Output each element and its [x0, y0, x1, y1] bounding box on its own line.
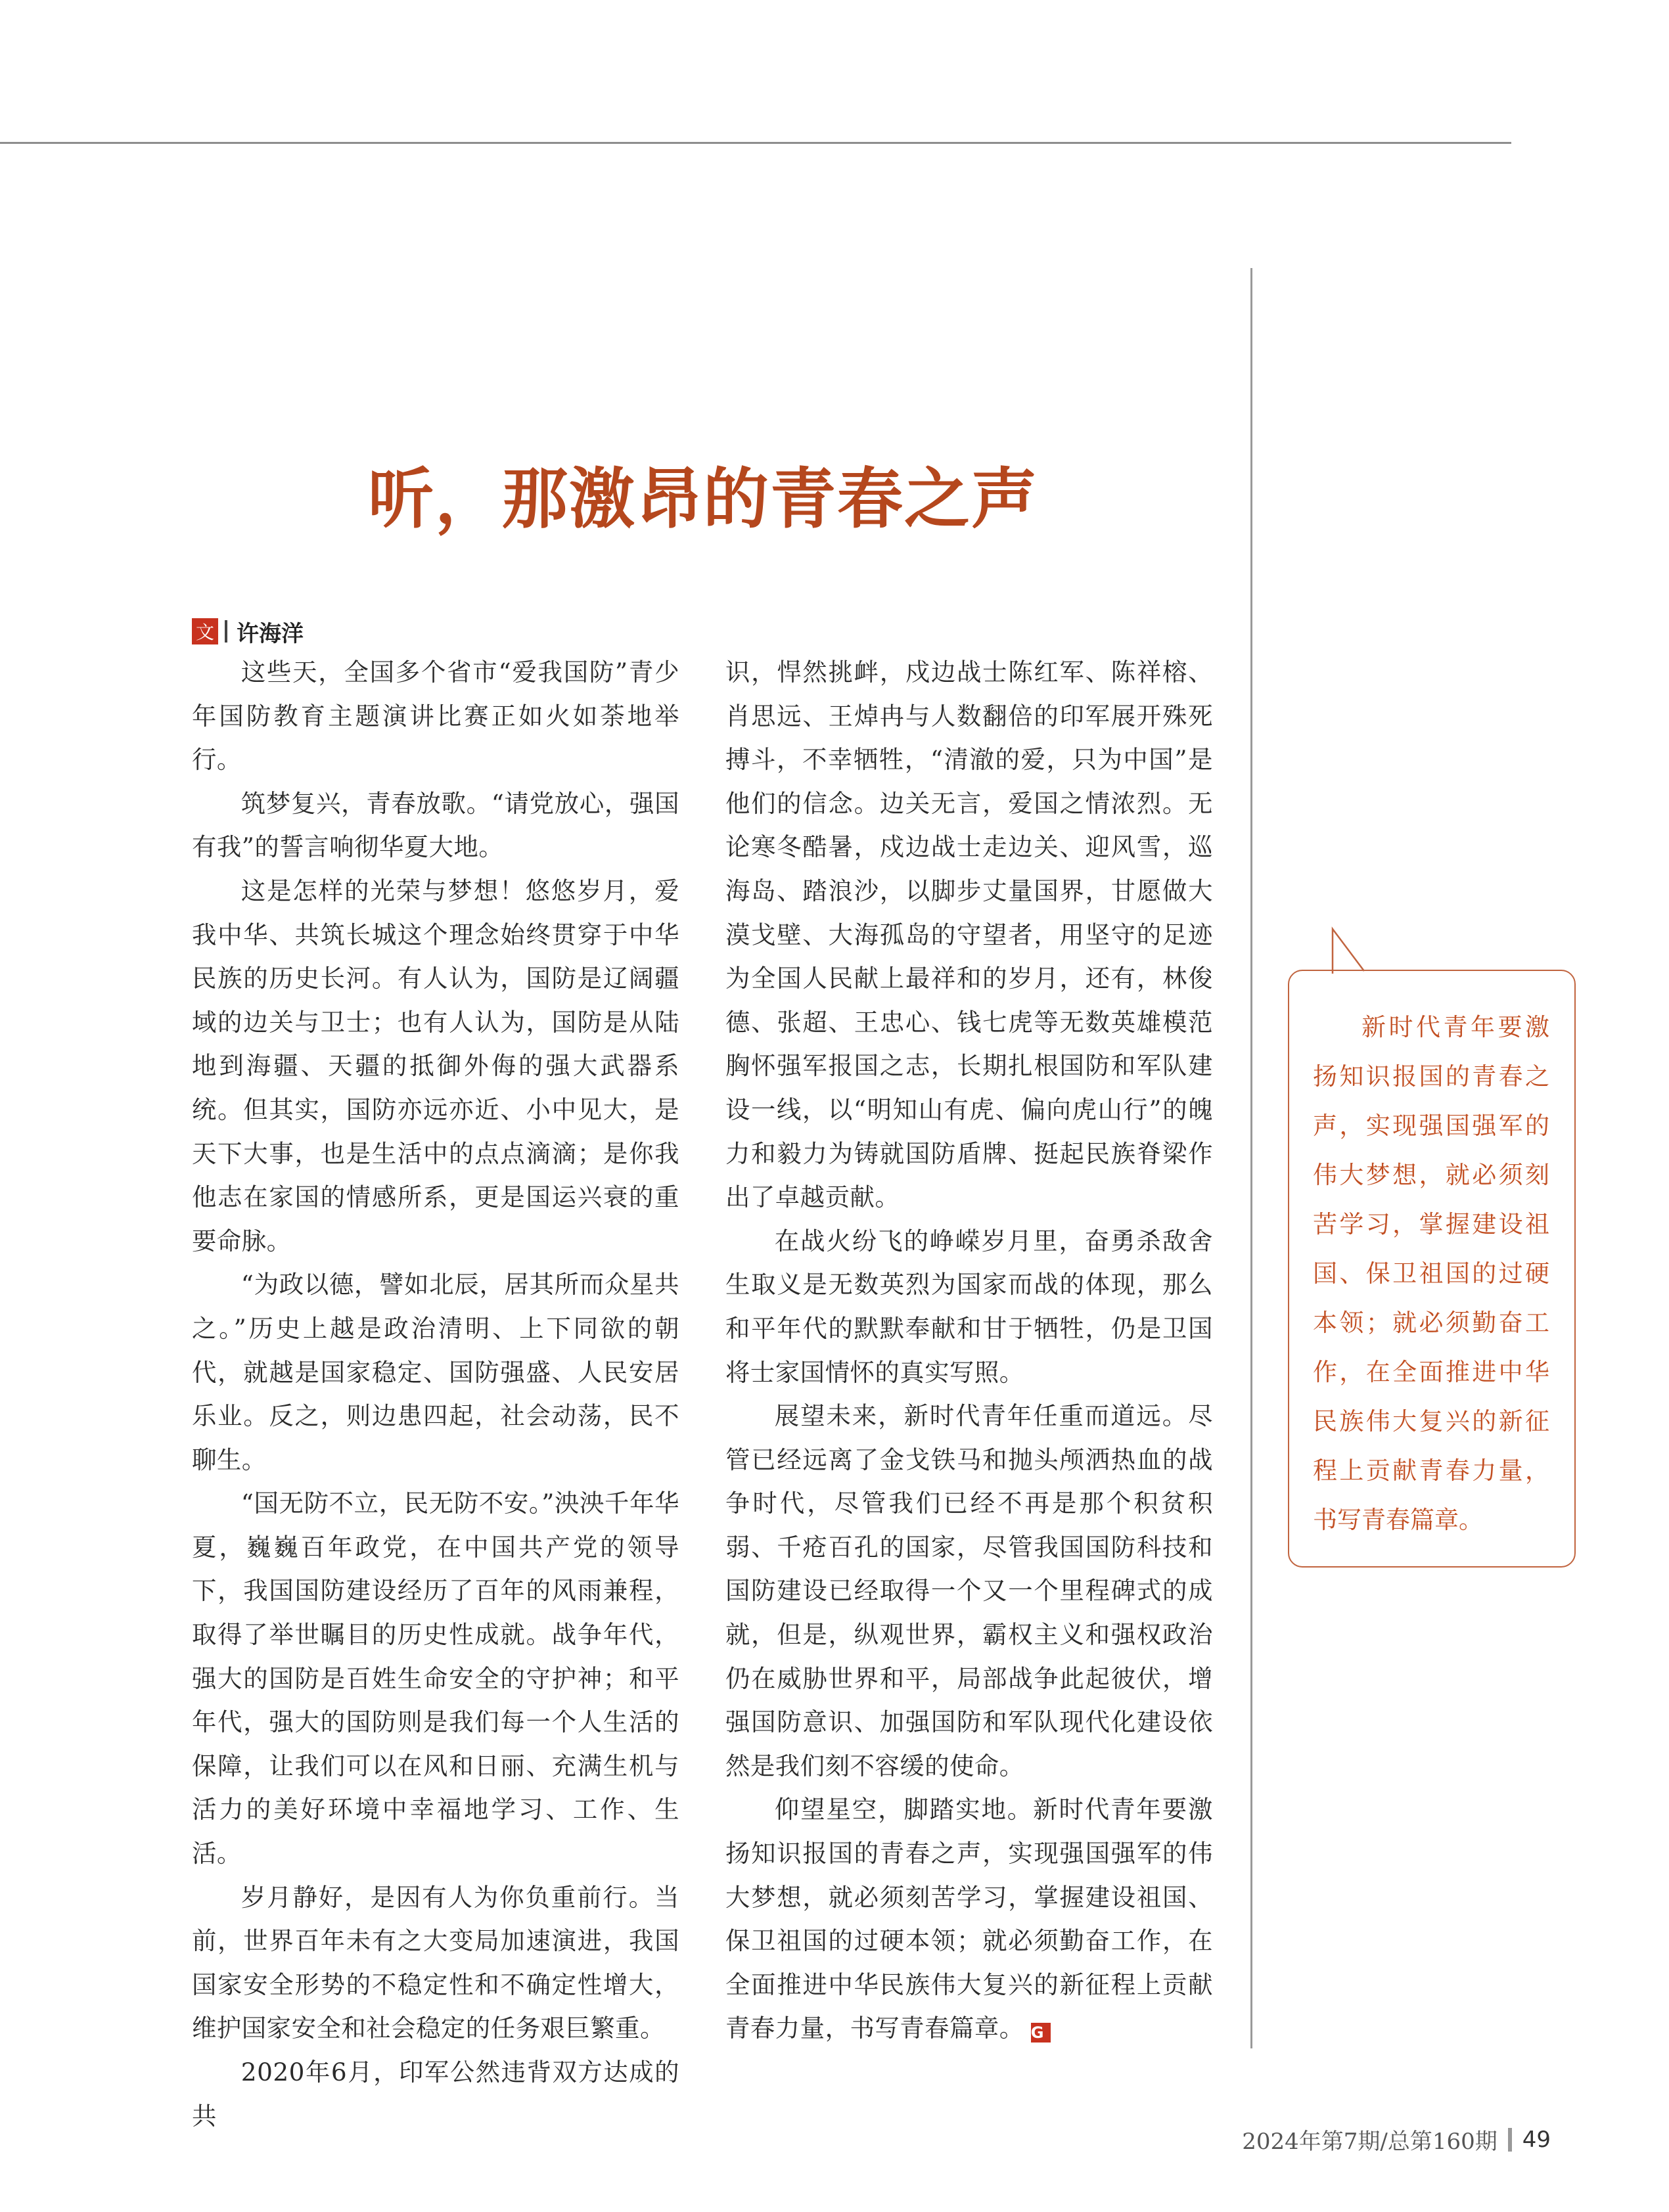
- article-title: 听，那激昂的青春之声: [368, 461, 1038, 537]
- paragraph: 在战火纷飞的峥嵘岁月里，奋勇杀敌舍生取义是无数英烈为国家而战的体现，那么和平年代的默默奉献和甘于牺牲，仍是卫国将士家国情怀的真实写照。: [725, 1226, 1213, 1387]
- end-mark-icon: G: [1031, 2023, 1051, 2043]
- footer-divider: [1508, 2128, 1512, 2152]
- paragraph: “为政以德，譬如北辰，居其所而众星共之。”历史上越是政治清明、上下同欲的朝代，就越是国家稳定、国防强盛、人民安居乐业。反之，则边患四起，社会动荡，民不聊生。: [192, 1270, 679, 1474]
- paragraph: “国无防不立，民无防不安。”泱泱千年华夏，巍巍百年政党，在中国共产党的领导下，我国国防建设经历了百年的风雨兼程，取得了举世瞩目的历史性成就。战争年代，强大的国防是百姓生命安全的守护神；和平年代，强大的国防则是我们每一个人生活的保障，让我们可以在风和日丽、充满生机与活力的美好环境中幸福地学习、工作、生活。: [192, 1489, 679, 1868]
- paragraph: 展望未来，新时代青年任重而道远。尽管已经远离了金戈铁马和抛头颅洒热血的战争时代，尽管我们已经不再是那个积贫积弱、千疮百孔的国家，尽管我国国防科技和国防建设已经取得一个又一个里程碑式的成就，但是，纵观世界，霸权主义和强权政治仍在威胁世界和平，局部战争此起彼伏，增强国防意识、加强国防和军队现代化建设依然是我们刻不容缓的使命。: [725, 1401, 1213, 1780]
- header-rule: [0, 142, 1511, 144]
- author-name: 许海洋: [237, 620, 304, 647]
- paragraph: 这些天，全国多个省市“爱我国防”青少年国防教育主题演讲比赛正如火如荼地举行。: [192, 658, 679, 775]
- pull-quote-text: 新时代青年要激扬知识报国的青春之声，实现强国强军的伟大梦想，就必须刻苦学习，掌握建设祖国、保卫祖国的过硬本领；就必须勤奋工作，在全面推进中华民族伟大复兴的新征程上贡献青春力量，书写青春篇章。: [1313, 1013, 1549, 1534]
- byline-separator: [225, 620, 227, 643]
- pull-quote: [1288, 970, 1576, 1568]
- byline: [192, 616, 304, 646]
- byline-badge: 文: [192, 618, 218, 644]
- paragraph: 2020年6月，印军公然违背双方达成的共: [192, 2058, 679, 2131]
- article-column-right: [725, 650, 1213, 2050]
- issue-info: 2024年第7期/总第160期: [1242, 2129, 1498, 2155]
- paragraph: 仰望星空，脚踏实地。新时代青年要激扬知识报国的青春之声，实现强国强军的伟大梦想，就必须刻苦学习，掌握建设祖国、保卫祖国的过硬本领；就必须勤奋工作，在全面推进中华民族伟大复兴的新征程上贡献青春力量，书写青春篇章。 G: [725, 1795, 1213, 2043]
- page-footer: [1242, 2123, 1551, 2156]
- paragraph: 岁月静好，是因有人为你负重前行。当前，世界百年未有之大变局加速演进，我国国家安全形势的不稳定性和不确定性增大，维护国家安全和社会稳定的任务艰巨繁重。: [192, 1882, 679, 2043]
- paragraph: 这是怎样的光荣与梦想！悠悠岁月，爱我中华、共筑长城这个理念始终贯穿于中华民族的历史长河。有人认为，国防是辽阔疆域的边关与卫士；也有人认为，国防是从陆地到海疆、天疆的抵御外侮的强大武器系统。但其实，国防亦远亦近、小中见大，是天下大事，也是生活中的点点滴滴；是你我他志在家国的情感所系，更是国运兴衰的重要命脉。: [192, 876, 679, 1255]
- paragraph: 识，悍然挑衅，戍边战士陈红军、陈祥榕、肖思远、王焯冉与人数翻倍的印军展开殊死搏斗，不幸牺牲，“清澈的爱，只为中国”是他们的信念。边关无言，爱国之情浓烈。无论寒冬酷暑，戍边战士走边关、迎风雪，巡海岛、踏浪沙，以脚步丈量国界，甘愿做大漠戈壁、大海孤岛的守望者，用坚守的足迹为全国人民献上最祥和的岁月，还有，林俊德、张超、王忠心、钱七虎等无数英雄模范胸怀强军报国之志，长期扎根国防和军队建设一线，以“明知山有虎、偏向虎山行”的魄力和毅力为铸就国防盾牌、挺起民族脊梁作出了卓越贡献。: [725, 658, 1213, 1212]
- article-column-left: [192, 650, 679, 2138]
- page-number: 49: [1522, 2126, 1551, 2153]
- speech-bubble-tail: [1330, 926, 1369, 974]
- paragraph: 筑梦复兴，青春放歌。“请党放心，强国有我”的誓言响彻华夏大地。: [192, 788, 679, 862]
